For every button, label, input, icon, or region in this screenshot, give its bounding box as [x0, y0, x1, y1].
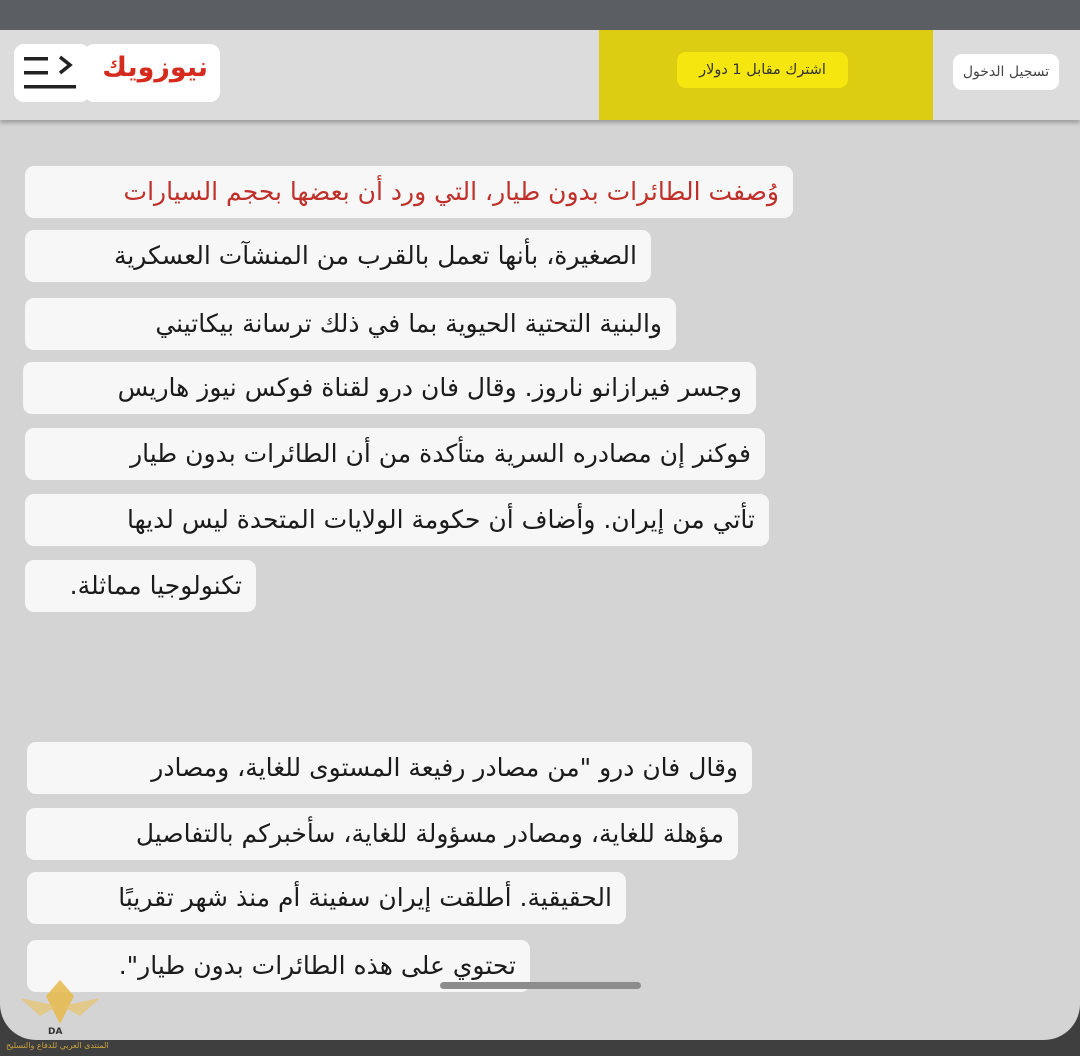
article-line: تحتوي على هذه الطائرات بدون طيار".: [27, 940, 530, 992]
watermark-text: المنتدى العربي للدفاع والتسليح: [6, 1041, 109, 1050]
article-line: فوكنر إن مصادره السرية متأكدة من أن الطائرات بدون طيار: [25, 428, 765, 480]
site-logo[interactable]: نيوزويك: [102, 52, 208, 83]
article-page[interactable]: [0, 30, 1080, 1040]
home-indicator[interactable]: [440, 982, 641, 989]
article-line: الصغيرة، بأنها تعمل بالقرب من المنشآت العسكرية: [25, 230, 651, 282]
status-bar: [0, 0, 1080, 30]
article-line: مؤهلة للغاية، ومصادر مسؤولة للغاية، سأخبركم بالتفاصيل: [26, 808, 738, 860]
article-line: الحقيقية. أطلقت إيران سفينة أم منذ شهر تقريبًا: [27, 872, 626, 924]
site-header: [0, 30, 1080, 120]
article-line: تكنولوجيا مماثلة.: [25, 560, 256, 612]
login-button[interactable]: تسجيل الدخول: [953, 54, 1059, 90]
article-line: وقال فان درو "من مصادر رفيعة المستوى للغاية، ومصادر: [27, 742, 752, 794]
menu-button[interactable]: [14, 44, 90, 102]
article-line: تأتي من إيران. وأضاف أن حكومة الولايات المتحدة ليس لديها: [25, 494, 769, 546]
article-line: وجسر فيرازانو ناروز. وقال فان درو لقناة فوكس نيوز هاريس: [23, 362, 756, 414]
article-line: وُصفت الطائرات بدون طيار، التي ورد أن بعضها بحجم السيارات: [25, 166, 793, 218]
menu-hamburger-icon: [22, 53, 82, 93]
article-line: والبنية التحتية الحيوية بما في ذلك ترسانة بيكاتيني: [25, 298, 676, 350]
logo-container[interactable]: [84, 44, 220, 102]
forum-logo-text: DA: [48, 1027, 63, 1037]
subscribe-button[interactable]: اشترك مقابل 1 دولار: [677, 52, 848, 88]
